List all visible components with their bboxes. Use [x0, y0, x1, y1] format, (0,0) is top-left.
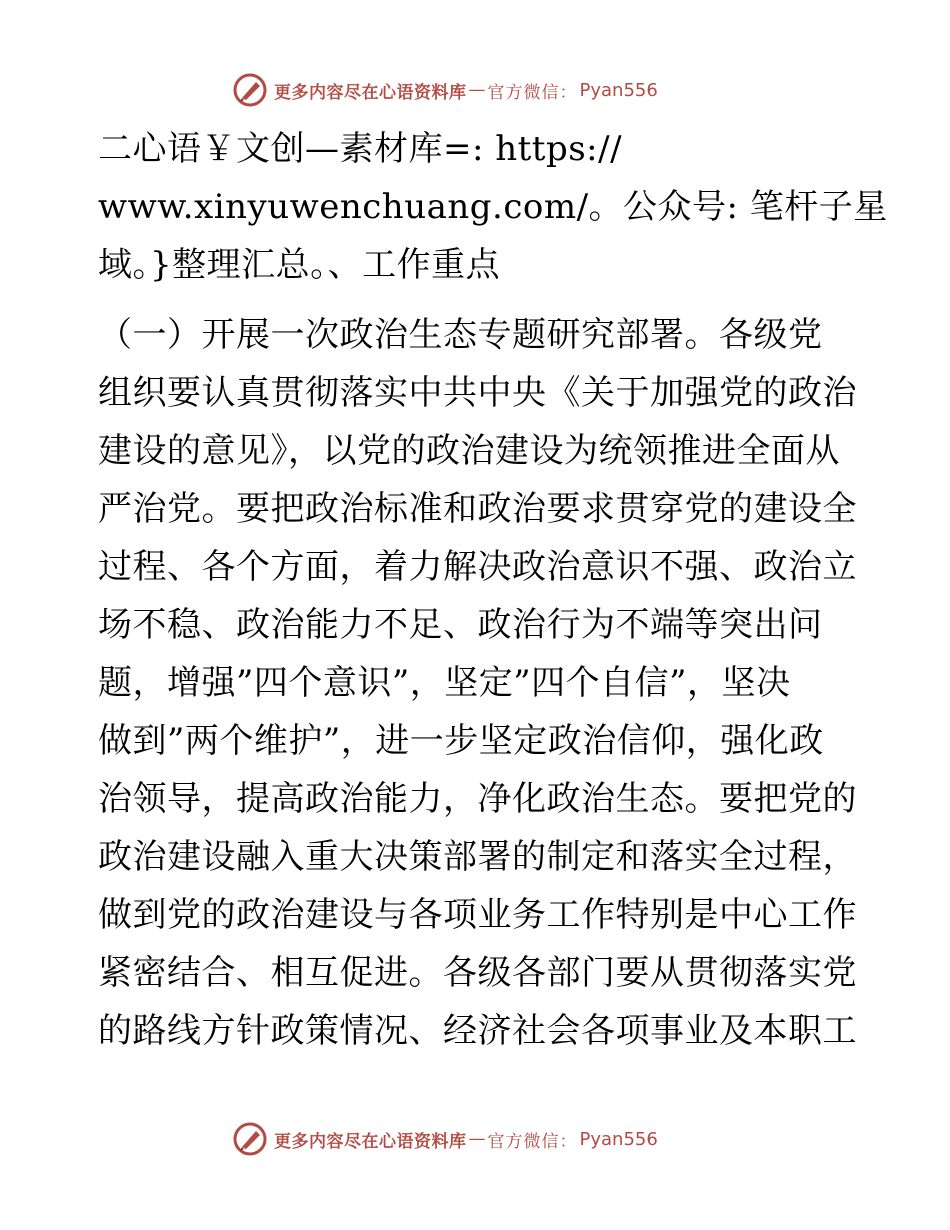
header-line: 域。}整理汇总。、工作重点 — [98, 245, 501, 285]
watermark-banner-bottom — [232, 1119, 658, 1159]
body-line: 建设的意见》，以党的政治建设为统领推进全面从 — [98, 431, 840, 471]
watermark-wechat-id: Pyan556 — [579, 1128, 658, 1150]
document-content — [98, 120, 888, 1060]
body-line: （一）开展一次政治生态专题研究部署。各级党 — [98, 315, 823, 355]
body-line: 过程、各个方面，着力解决政治意识不强、政治立 — [98, 547, 857, 587]
body-line: 治领导，提高政治能力，净化政治生态。要把党的 — [98, 779, 857, 819]
body-line: 做到党的政治建设与各项业务工作特别是中心工作 — [98, 895, 857, 935]
body-line: 场不稳、政治能力不足、政治行为不端等突出问 — [98, 605, 823, 645]
body-line: 做到”两个维护”，进一步坚定政治信仰，强化政 — [98, 721, 824, 761]
body-line: 的路线方针政策情况、经济社会各项事业及本职工 — [98, 1011, 857, 1051]
body-line: 严治党。要把政治标准和政治要求贯穿党的建设全 — [98, 489, 857, 529]
watermark-promo-text: 更多内容尽在心语资料库 — [274, 1131, 467, 1152]
watermark-dash: — — [468, 80, 486, 100]
body-line: 紧密结合、相互促进。各级各部门要从贯彻落实党 — [98, 953, 857, 993]
watermark-promo-text: 更多内容尽在心语资料库 — [274, 82, 467, 103]
body-line: 组织要认真贯彻落实中共中央《关于加强党的政治 — [98, 373, 857, 413]
paragraph-gap — [98, 294, 858, 306]
header-line: 二心语￥文创—素材库=: https:// — [98, 129, 623, 169]
watermark-wechat-label: 官方微信： — [487, 82, 578, 103]
watermark-dash: — — [468, 1129, 486, 1149]
watermark-banner-top — [232, 70, 658, 110]
body-line: 政治建设融入重大决策部署的制定和落实全过程， — [98, 837, 857, 877]
header-line: www.xinyuwenchuang.com/。公众号: 笔杆子星 — [98, 187, 888, 227]
body-line: 题，增强”四个意识”，坚定”四个自信”，坚决 — [98, 663, 791, 703]
watermark-wechat-id: Pyan556 — [579, 79, 658, 101]
pen-logo-icon — [232, 72, 268, 108]
pen-logo-icon — [232, 1121, 268, 1157]
watermark-wechat-label: 官方微信： — [487, 1131, 578, 1152]
